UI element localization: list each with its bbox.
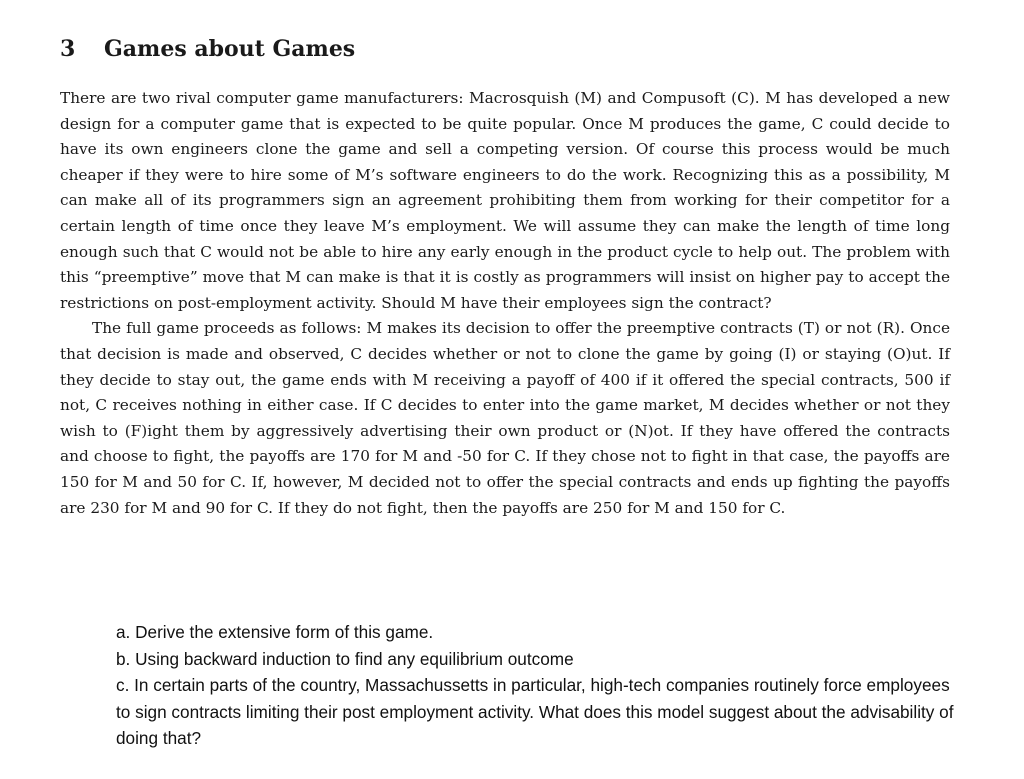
question-list [116,619,966,752]
paragraph-setup: There are two rival computer game manufacturers: Macrosquish (M) and Compusoft (C). M has developed a new design for a computer game that is expected to be quite popular. Once M produces the game, C could decide to have its own engineers clone the game and sell a competing version. Of course this process would be much cheaper if they were to hire some of M’s software engineers to do the work. Recognizing this as a possibility, M can make all of its programmers sign an agreement prohibiting them from working for their competitor for a certain length of time once they leave M’s employment. We will assume they can make the length of time long enough such that C would not be able to hire any early enough in the product cycle to help out. The problem with this “preemptive” move that M can make is that it is costly as programmers will insist on higher pay to accept the restrictions on post-employment activity. Should M have their employees sign the contract? [60,89,950,312]
question-b: b. Using backward induction to find any equilibrium outcome [116,648,574,669]
question-a: a. Derive the extensive form of this game. [116,622,434,642]
section-title: Games about Games [104,36,356,62]
problem-statement [60,86,950,521]
section-number: 3 [60,36,76,62]
question-c: c. In certain parts of the country, Massachussetts in particular, high-tech companies routinely force employees to sign contracts limiting their post employment activity. What does this model suggest about the advisability of doing that? [116,675,954,749]
section-heading [60,34,355,64]
paragraph-game-description: The full game proceeds as follows: M makes its decision to offer the preemptive contracts (T) or not (R). Once that decision is made and observed, C decides whether or not to clone the game by going (I) or staying (O)ut. If they decide to stay out, the game ends with M receiving a payoff of 400 if it offered the special contracts, 500 if not, C receives nothing in either case. If C decides to enter into the game market, M decides whether or not they wish to (F)ight them by aggressively advertising their own product or (N)ot. If they have offered the contracts and choose to fight, the payoffs are 170 for M and -50 for C. If they chose not to fight in that case, the payoffs are 150 for M and 50 for C. If, however, M decided not to offer the special contracts and ends up fighting the payoffs are 230 for M and 90 for C. If they do not fight, then the payoffs are 250 for M and 150 for C. [60,319,950,517]
